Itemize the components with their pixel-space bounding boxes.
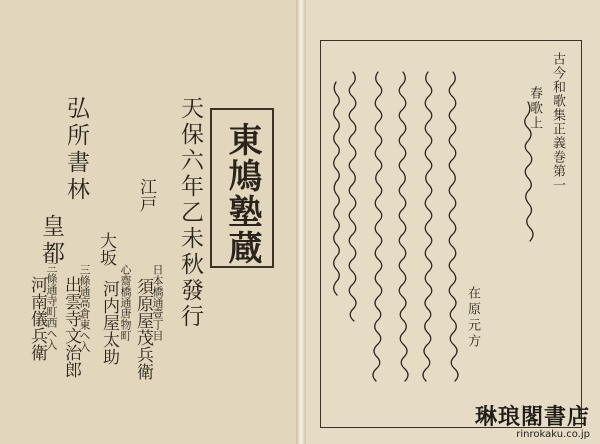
city-osaka: 大坂 xyxy=(96,232,116,266)
cursive-column xyxy=(334,82,340,295)
watermark xyxy=(475,400,590,440)
shop-kyoto1-address: 三條通高倉東ヘ入 xyxy=(78,264,91,352)
cursive-column xyxy=(525,102,533,241)
watermark-url: rinrokaku.co.jp xyxy=(516,429,590,440)
section-title: 春歌上 xyxy=(527,86,542,131)
cursive-column xyxy=(373,72,382,381)
book-gutter xyxy=(296,0,306,444)
shop-edo-name: 須原屋茂兵衛 xyxy=(133,278,153,380)
title-block-text: 東鳩塾蔵 xyxy=(222,122,262,266)
cursive-text xyxy=(322,42,580,426)
title-block xyxy=(210,108,274,268)
shop-kyoto1-name: 出雲寺文治郎 xyxy=(61,276,81,378)
watermark-name: 琳琅閣書店 xyxy=(474,404,590,430)
cursive-column xyxy=(423,72,432,381)
publication-date: 天保六年乙未秋發行 xyxy=(177,96,203,330)
shop-osaka-address: 心齋橋通唐物町 xyxy=(119,264,132,341)
cursive-column xyxy=(349,72,356,321)
book-title: 古今和歌集正義巻第一 xyxy=(550,52,565,192)
cursive-column xyxy=(399,72,408,381)
cursive-column xyxy=(449,72,458,381)
city-edo: 江戸 xyxy=(136,178,156,212)
shop-edo-address: 日本橋通壹丁目 xyxy=(151,264,164,341)
shop-kyoto2-address: 三條通寺町西ヘ入 xyxy=(45,262,58,350)
city-kyoto: 皇都 xyxy=(38,214,64,268)
poem-author: 在原元方 xyxy=(465,286,480,350)
publisher-group: 弘所書林 xyxy=(63,96,89,204)
shop-osaka-name: 河内屋太助 xyxy=(99,280,119,365)
text-page xyxy=(300,0,600,444)
shop-kyoto2-name: 河南儀兵衛 xyxy=(27,276,47,361)
